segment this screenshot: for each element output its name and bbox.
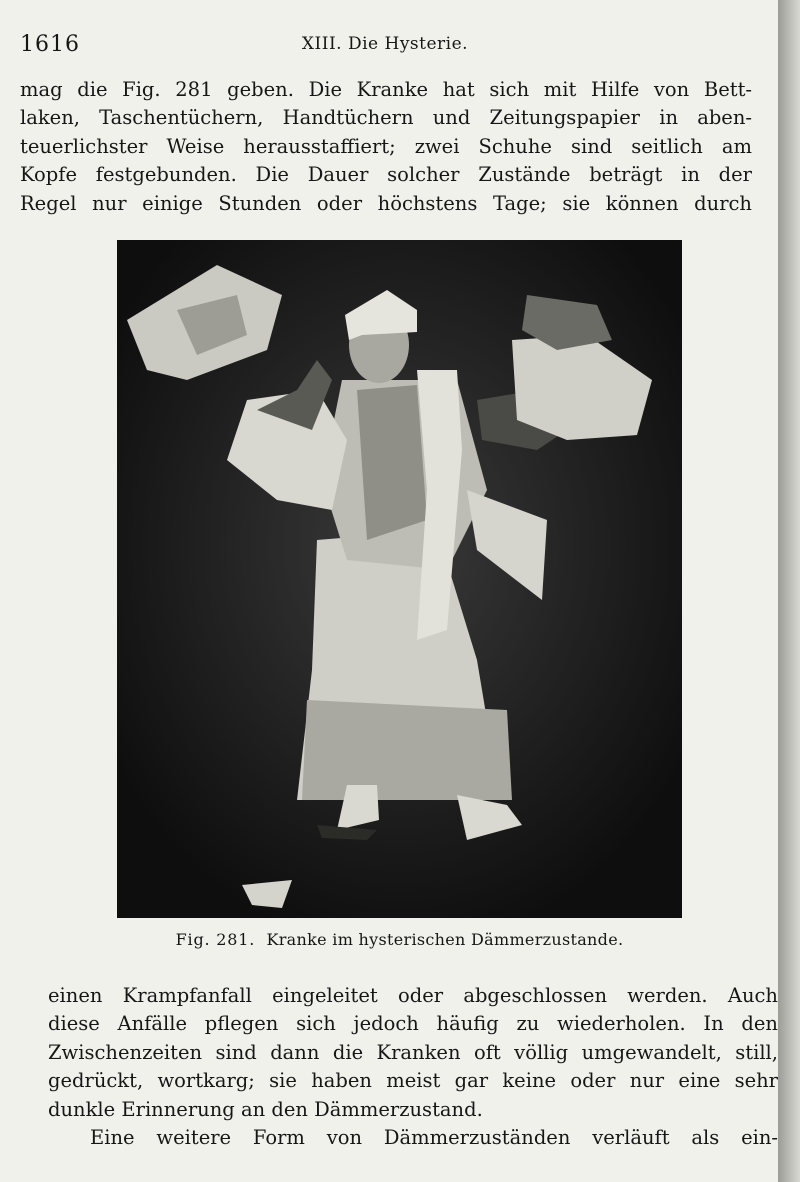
running-head: XIII. Die Hysterie. [301,34,469,54]
page-gutter-shadow [778,0,800,1182]
bottom-paragraph [48,982,778,1152]
text-line: einen Krampfanfall eingeleitet oder abgeschlossen werden. Auch [48,984,778,1007]
text-line: mag die Fig. 281 geben. Die Kranke hat sich mit Hilfe von Bett- [20,78,752,101]
text-line: dunkle Erinnerung an den Dämmerzustand. [48,1097,483,1121]
text-line: teuerlichster Weise herausstaffiert; zwei Schuhe sind seitlich am [20,134,752,158]
patient-photo-illustration [117,240,682,918]
figure-label: Fig. 281. [175,930,256,949]
figure-photograph [117,240,682,918]
top-paragraph [20,76,752,218]
page-number: 1616 [20,32,80,57]
text-line: Zwischenzeiten sind dann die Kranken oft völlig umgewandelt, still, [48,1040,778,1064]
page-header [20,32,750,58]
text-line: Kopfe festgebunden. Die Dauer solcher Zustände beträgt in der [20,163,752,187]
figure-caption [117,930,682,949]
text-line: Regel nur einige Stunden oder höchstens Tage; sie können durch [20,191,752,215]
text-line: laken, Taschentüchern, Handtüchern und Zeitungspapier in aben- [20,106,752,130]
text-line: diese Anfälle pflegen sich jedoch häufig zu wiederholen. In den [48,1012,778,1036]
figure-caption-text: Kranke im hysterischen Dämmerzustande. [266,930,624,949]
text-line: gedrückt, wortkarg; sie haben meist gar keine oder nur eine sehr [48,1069,778,1093]
text-line: Eine weitere Form von Dämmerzuständen verläuft als ein- [90,1126,778,1150]
